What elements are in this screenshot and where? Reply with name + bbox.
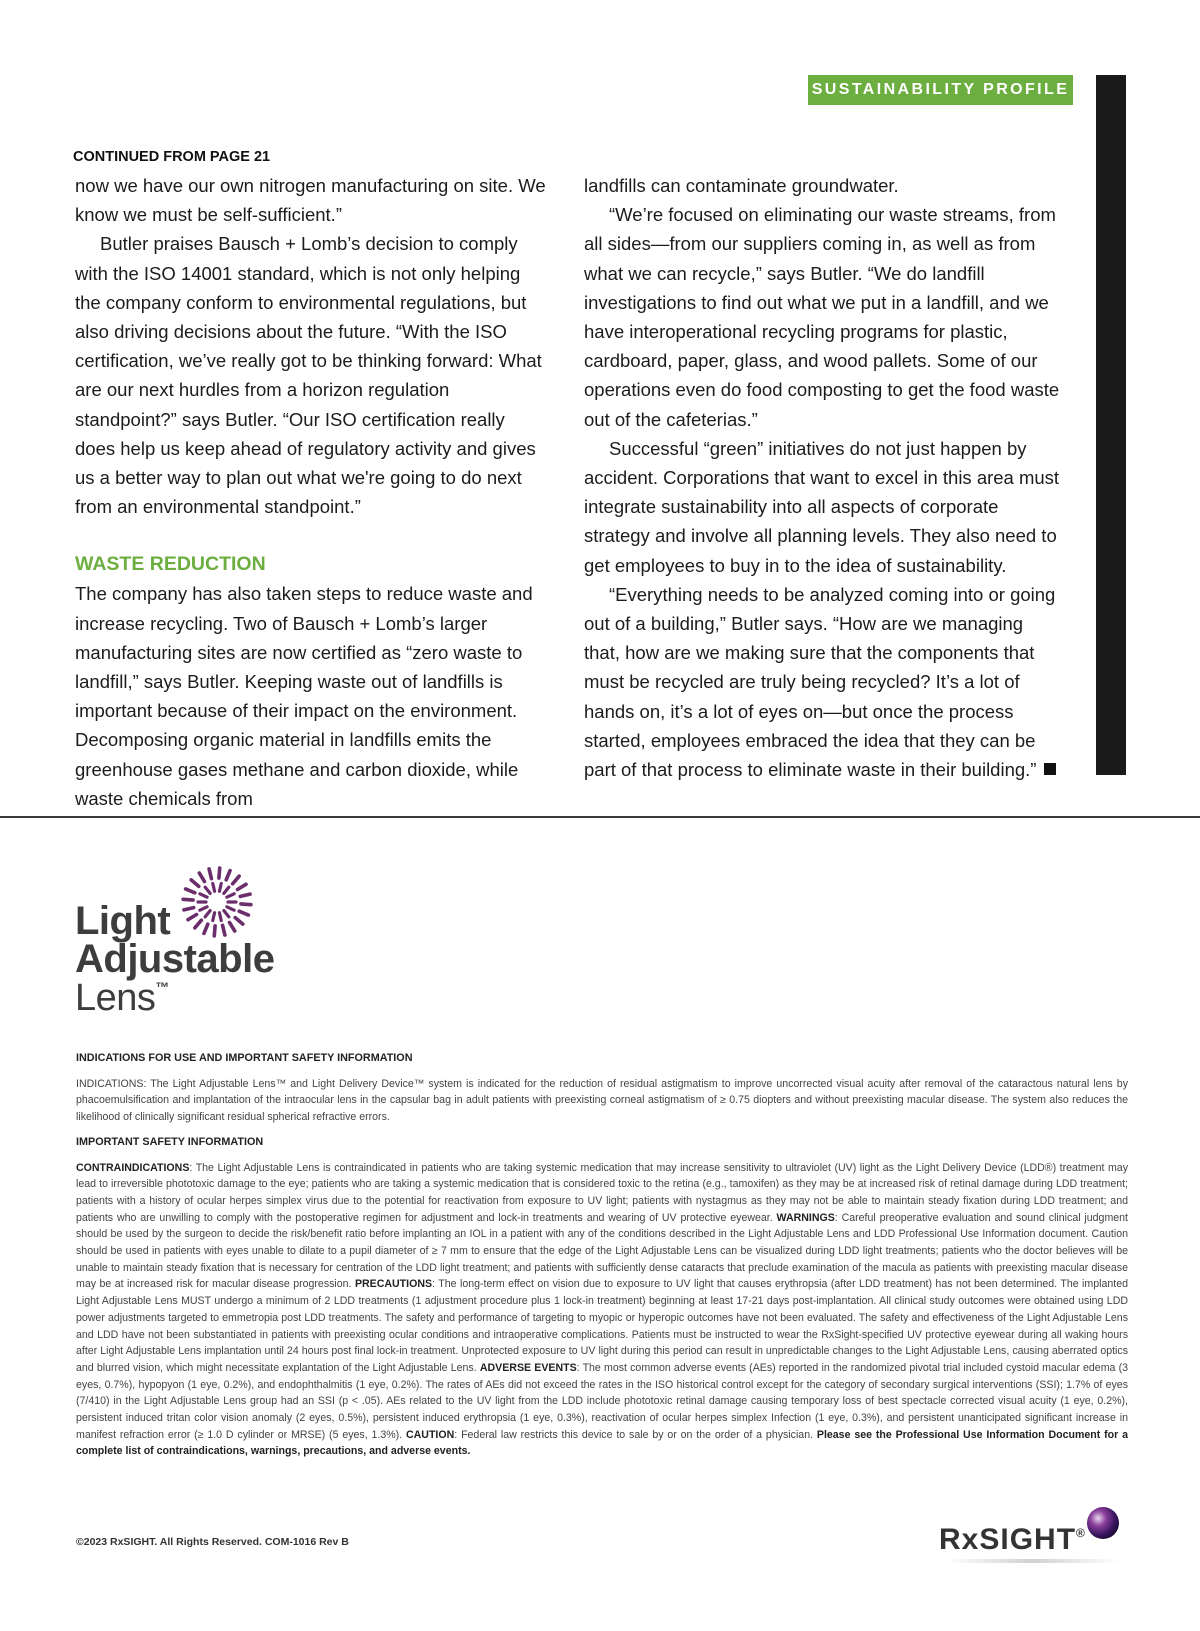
burst-ray — [224, 911, 229, 917]
article-column-left — [75, 171, 550, 813]
section-tag: SUSTAINABILITY PROFILE — [808, 75, 1073, 105]
paragraph: The company has also taken steps to reduce waste and increase recycling. Two of Bausch + Lomb’s larger manufacturing sites are now certified as “zero waste to landfill,” says Butler. Keeping waste out of landfills is important because of their impact on the environment. Decomposing organic material in landfills emits the greenhouse gases methane and carbon dioxide, while waste chemicals from — [75, 583, 533, 809]
burst-ray — [204, 924, 208, 933]
burst-ray — [237, 884, 246, 889]
burst-ray — [239, 911, 248, 915]
burst-ray — [184, 908, 194, 910]
logo-word-adjustable: Adjustable — [75, 937, 275, 981]
rxsight-shadow — [945, 1559, 1120, 1563]
continued-label: CONTINUED FROM PAGE 21 — [73, 149, 271, 165]
paragraph: landfills can contaminate groundwater. — [584, 175, 899, 196]
light-burst-icon — [175, 860, 259, 944]
paragraph: now we have our own nitrogen manufacturing on site. We know we must be self-sufficient.” — [75, 175, 546, 226]
paragraph: Successful “green” initiatives do not just happen by accident. Corporations that want to excel in this area must integrate sustainability into all aspects of corporate strategy and involve all planning levels. They also need to get employees to buy in to the idea of sustainability. — [584, 437, 1060, 576]
burst-ray — [219, 883, 221, 891]
burst-ray — [183, 899, 193, 900]
burst-ray — [188, 915, 197, 920]
article-column-right — [584, 171, 1064, 784]
burst-ray — [200, 907, 207, 910]
burst-ray — [219, 868, 220, 878]
divider-rule — [0, 816, 1200, 818]
burst-ray — [219, 913, 221, 921]
burst-ray — [226, 871, 230, 880]
burst-ray — [227, 894, 234, 897]
burst-ray — [224, 887, 229, 893]
paragraph — [584, 580, 1064, 784]
burst-ray — [205, 887, 210, 893]
logo-word-lens: Lens™ — [75, 977, 169, 1019]
logo-word-light: Light — [75, 899, 171, 943]
paragraph: “We’re focused on eliminating our waste streams, from all sides—from our suppliers coming in, as well as from what we can recycle,” says Butler. “We do landfill investigations to find out what we put in a landfill, and we have interoperational recycling programs for plastic, cardboard, paper, glass, and wood pallets. Some of our operations even do food composting to get the food waste out of the cafeterias.” — [584, 204, 1060, 430]
safety-information — [76, 1050, 1128, 1468]
burst-ray — [233, 876, 240, 884]
burst-ray — [199, 873, 204, 882]
rxsight-wordmark: RxSIGHT® — [939, 1523, 1086, 1556]
burst-ray — [209, 869, 211, 879]
safety-heading: IMPORTANT SAFETY INFORMATION — [76, 1135, 264, 1148]
burst-ray — [230, 922, 235, 931]
rxsight-logo — [935, 1505, 1135, 1565]
burst-ray — [235, 918, 243, 925]
burst-ray — [200, 894, 207, 897]
burst-ray — [241, 904, 251, 905]
burst-ray — [205, 911, 210, 917]
side-bar — [1096, 75, 1126, 775]
burst-ray — [240, 894, 250, 896]
burst-ray — [191, 880, 199, 887]
burst-ray — [223, 925, 225, 935]
light-adjustable-lens-logo — [75, 855, 345, 1019]
paragraph: Butler praises Bausch + Lomb’s decision to comply with the ISO 14001 standard, which is not only helping the company conform to environmental regulations, but also driving decisions about the future. “With the ISO certification, we’ve really got to be thinking forward: What are our next hurdles from a horizon regulation standpoint?” says Butler. “Our ISO certification really does help us keep ahead of regulatory activity and gives us a better way to plan out what we're going to do next from an environmental standpoint.” — [75, 233, 542, 518]
indications-heading: INDICATIONS FOR USE AND IMPORTANT SAFETY INFORMATION — [76, 1052, 413, 1064]
burst-ray — [227, 907, 234, 910]
burst-ray — [213, 913, 215, 921]
safety-body: CONTRAINDICATIONS: The Light Adjustable Lens is contraindicated in patients who are taking systemic medication that may increase sensitivity to ultraviolet (UV) light as the Light Delivery Device (LDD®) treatment may lead to irreversible phototoxic damage to the eye; patients who are taking a systemic medication that is considered toxic to the retina (e.g., tamoxifen) as they may be at increased risk of retinal damage during LDD treatment; patients with a history of ocular herpes simplex virus due to the potential for reactivation from exposure to UV light; patients with nystagmus as they may not be able to maintain steady fixation during LDD treatment; and patients who are unwilling to comply with the postoperative regimen for adjustment and lock-in treatments and wearing of UV protective eyewear. WARNINGS: Careful preoperative evaluation and sound clinical judgment should be used by the surgeon to decide the risk/benefit ratio before implanting an IOL in a patient with any of the conditions described in the Light Adjustable Lens and LDD Professional Use Information document. Caution should be used in patients with eyes unable to dilate to a pupil diameter of ≥ 7 mm to ensure that the edge of the Light Adjustable Lens can be visualized during LDD light treatments; patients who the doctor believes will be unable to maintain steady fixation that is necessary for centration of the LDD light treatment; and patients with sufficiently dense cataracts that preclude examination of the macula as patients with preexisting macular disease may be at increased risk for macular disease progression. PRECAUTIONS: The long-term effect on vision due to exposure to UV light that causes erythropsia (after LDD treatment) has not been determined. The implanted Light Adjustable Lens MUST undergo a minimum of 2 LDD treatments (1 adjustment procedure plus 1 lock-in treatment) beginning at least 17-21 days post-implantation. All clinical study outcomes were obtained using LDD power adjustments targeted to emmetropia post LDD treatments. The safety and performance of targeting to myopic or hyperopic outcomes have not been evaluated. The safety and effectiveness of the Light Adjustable Lens and LDD have not been substantiated in patients with preexisting ocular conditions and intraoperative complications. Patients must be instructed to wear the RxSight-specified UV protective eyewear during all waking hours after Light Adjustable Lens implantation until 24 hours post final lock-in treatment. Unprotected exposure to UV light during this period can result in unpredictable changes to the Light Adjustable Lens, causing aberrated optics and blurred vision, which might necessitate explantation of the Light Adjustable Lens. ADVERSE EVENTS: The most common adverse events (AEs) reported in the randomized pivotal trial included cystoid macular edema (3 eyes, 0.7%), hypopyon (1 eye, 0.2%), and endophthalmitis (1 eye, 0.2%). The rates of AEs did not exceed the rates in the ISO historical control except for the category of secondary surgical interventions (SSI); 1.7% of eyes (7/410) in the Light Adjustable Lens group had an SSI (p < .05). AEs related to the UV light from the LDD include phototoxic retinal damage causing temporary loss of best spectacle corrected visual acuity (1 eye, 0.2%), persistent induced tritan color vision anomaly (2 eyes, 0.5%), persistent induced erythropsia (1 eye, 0.3%), reactivation of ocular herpes simplex Infection (1 eye, 0.3%), and persistent unanticipated significant increase in manifest refraction error (≥ 1.0 D cylinder or MRSE) (5 eyes, 1.3%). CAUTION: Federal law restricts this device to sale by or on the order of a physician. Please see the Professional Use Information Document for a complete list of contraindications, warnings, precautions, and adverse events. — [76, 1161, 1129, 1458]
indications-text: INDICATIONS: The Light Adjustable Lens™ and Light Delivery Device™ system is indicated for the reduction of residual astigmatism to improve uncorrected visual acuity after removal of the cataractous natural lens by phacoemulsification and implantation of the intraocular lens in the capsular bag in adult patients with preexisting corneal astigmatism of ≥ 0.75 diopters and without preexisting macular disease. The system also reduces the likelihood of clinically significant residual spherical refractive errors. — [76, 1077, 1128, 1124]
burst-ray — [213, 883, 215, 891]
subhead-waste-reduction: WASTE REDUCTION — [75, 553, 266, 576]
copyright: ©2023 RxSIGHT. All Rights Reserved. COM-1016 Rev B — [76, 1536, 349, 1548]
burst-ray — [214, 926, 215, 936]
rxsight-orb-icon — [1085, 1505, 1121, 1541]
paragraph-text: “Everything needs to be analyzed coming into or going out of a building,” Butler says. “How are we managing that, how are we making sure that the components that must be recycled are truly being recycled? It’s a lot of hands on, it’s a lot of eyes on—but once the process started, employees embraced the idea that they can be part of that process to eliminate waste in their building.” — [584, 583, 1056, 781]
burst-ray — [195, 920, 202, 928]
end-mark-icon — [1044, 763, 1056, 775]
burst-ray — [186, 889, 195, 893]
